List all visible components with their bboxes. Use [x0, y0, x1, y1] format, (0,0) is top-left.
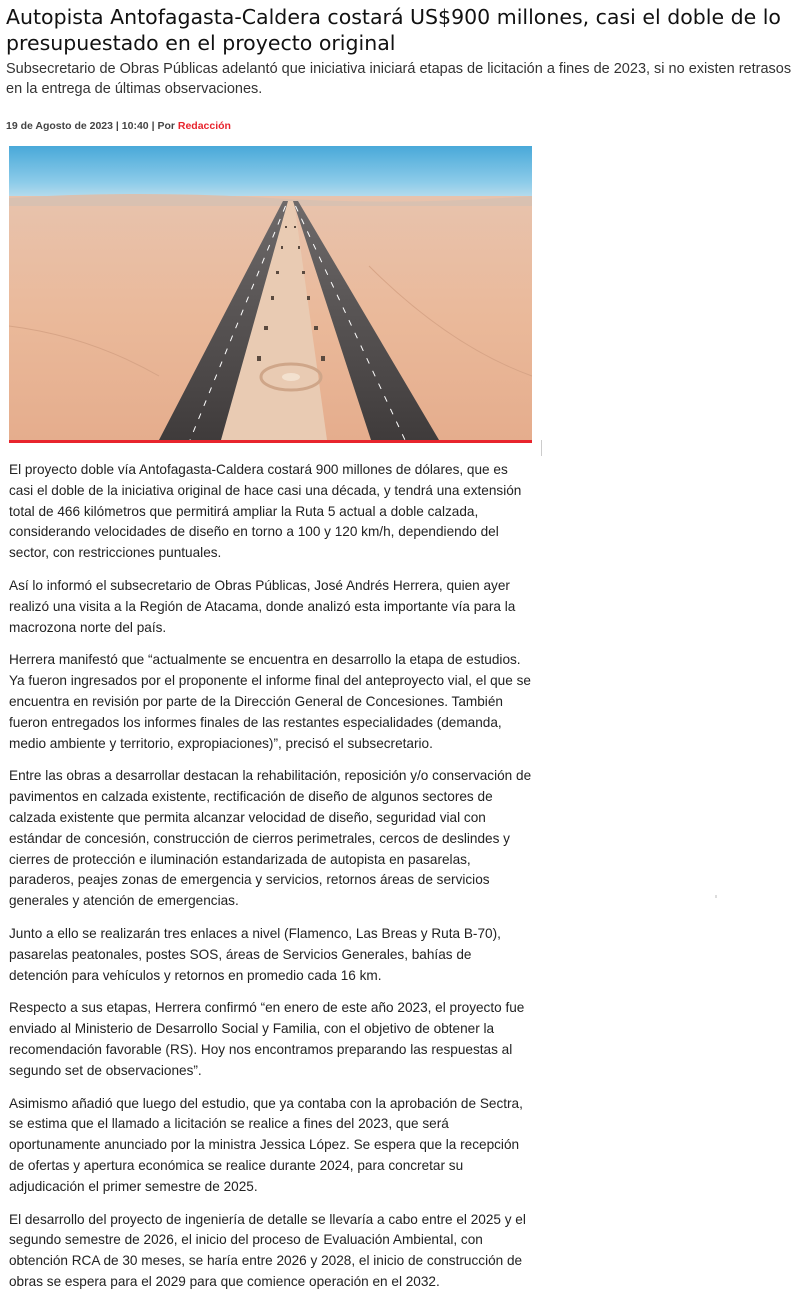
paragraph: El proyecto doble vía Antofagasta-Caldera costará 900 millones de dólares, que es casi el doble de la iniciativa original de hace casi una década, y tendrá una extensión total de 466 kilómetros que permitirá ampliar la Ruta 5 actual a doble calzada, considerando velocidades de diseño en torno a 100 y 120 km/h, dependiendo del sector, con restricciones puntuales. [9, 462, 522, 561]
paragraph: Así lo informó el subsecretario de Obras Públicas, José Andrés Herrera, quien ayer realizó una visita a la Región de Atacama, donde analizó esta importante vía para la macrozona norte del país. [9, 577, 516, 635]
paragraph: Asimismo añadió que luego del estudio, que ya contaba con la aprobación de Sectra, se estima que el llamado a licitación se realice a fines del 2023, que será oportunamente anunciado por la ministra Jessica López. Se espera que la recepción de ofertas y apertura económica se realice durante 2024, para concretar su adjudicación el primer semestre de 2025. [9, 1095, 523, 1194]
divider [541, 440, 542, 456]
article-photo [9, 146, 532, 443]
byline-separator: | [151, 120, 155, 132]
byline-prefix: Por [157, 120, 175, 132]
byline [6, 120, 231, 132]
paragraph: Herrera manifestó que “actualmente se encuentra en desarrollo la etapa de estudios. Ya fueron ingresados por el proponente el informe final del anteproyecto vial, el que se encuentra en revisión por parte de la Dirección General de Concesiones. También fueron entregados los informes finales de las restantes especialidades (demanda, medio ambiente y territorio, expropiaciones)”, precisó el subsecretario. [9, 652, 531, 751]
author-link[interactable]: Redacción [177, 120, 231, 132]
divider [715, 895, 717, 898]
article-body [9, 460, 534, 1305]
publish-time: 10:40 [121, 120, 149, 132]
paragraph: Junto a ello se realizarán tres enlaces a nivel (Flamenco, Las Breas y Ruta B-70), pasarelas peatonales, postes SOS, áreas de Servicios Generales, bahías de detención para vehículos y retornos en promedio cada 16 km. [9, 925, 501, 983]
paragraph: Entre las obras a desarrollar destacan la rehabilitación, reposición y/o conservación de pavimentos en calzada existente, rectificación de diseño de algunos sectores de calzada existente que permita alcanzar velocidad de diseño, seguridad vial con estándar de concesión, construcción de cierros perimetrales, cercos de deslindes y cierres de protección e iluminación estandarizada de autopista en pasarelas, paraderos, peajes zonas de emergencia y servicios, retornos áreas de servicios generales y atención de emergencias. [9, 768, 532, 909]
byline-separator: | [115, 120, 119, 132]
paragraph: Respecto a sus etapas, Herrera confirmó “en enero de este año 2023, el proyecto fue enviado al Ministerio de Desarrollo Social y Familia, con el objetivo de obtener la recomendación favorable (RS). Hoy nos encontramos preparando las respuestas al segundo set de observaciones”. [9, 1000, 525, 1078]
article-title: Autopista Antofagasta-Caldera costará US$900 millones, casi el doble de lo presupuestado en el proyecto original [6, 5, 781, 55]
article-subtitle: Subsecretario de Obras Públicas adelantó que iniciativa iniciará etapas de licitación a fines de 2023, si no existen retrasos en la entrega de últimas observaciones. [6, 61, 792, 97]
publish-date: 19 de Agosto de 2023 [6, 120, 113, 132]
paragraph: El desarrollo del proyecto de ingeniería de detalle se llevaría a cabo entre el 2025 y el segundo semestre de 2026, el inicio del proceso de Evaluación Ambiental, con obtención RCA de 30 meses, se haría entre 2026 y 2028, el inicio de construcción de obras se espera para el 2029 para que comience operación en el 2032. [9, 1211, 526, 1289]
desert-highway-image [9, 146, 532, 440]
